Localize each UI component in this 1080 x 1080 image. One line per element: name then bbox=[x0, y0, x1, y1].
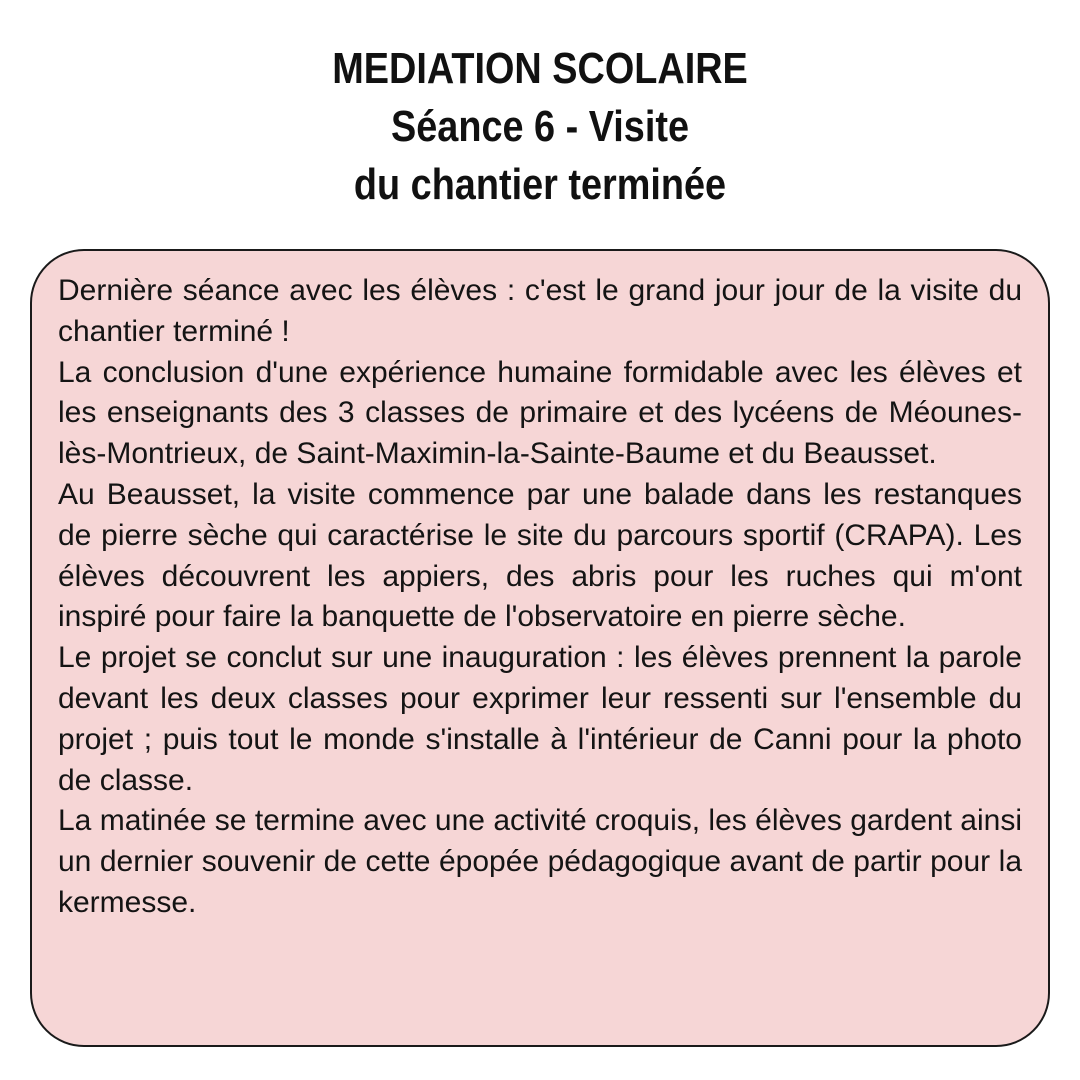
paragraph-sketch-activity: La matinée se termine avec une activité croquis, les élèves gardent ainsi un dernier souvenir de cette épopée pédagogique avant de partir pour la kermesse. bbox=[58, 804, 1022, 919]
page-title bbox=[0, 40, 1080, 214]
content-box bbox=[30, 249, 1050, 1047]
paragraph-conclusion: La conclusion d'une expérience humaine formidable avec les élèves et les enseignants des 3 classes de primaire et des lycéens de Méounes-lès-Montrieux, de Saint-Maximin-la-Sainte-Baume et du Beausset. bbox=[58, 355, 1022, 471]
title-line-2: Séance 6 - Visite bbox=[391, 102, 689, 151]
title-line-1: MEDIATION SCOLAIRE bbox=[332, 44, 748, 93]
paragraph-intro: Dernière séance avec les élèves : c'est le grand jour jour de la visite du chantier terminé ! bbox=[58, 274, 1022, 348]
title-line-3: du chantier terminée bbox=[353, 160, 727, 209]
paragraph-visit: Au Beausset, la visite commence par une balade dans les restanques de pierre sèche qui caractérise le site du parcours sportif (CRAPA). Les élèves découvrent les appiers, des abris pour les ruches qui m'ont inspiré pour faire la banquette de l'observatoire en pierre sèche. bbox=[58, 477, 1022, 634]
paragraph-inauguration: Le projet se conclut sur une inauguration : les élèves prennent la parole devant les deux classes pour exprimer leur ressenti sur l'ensemble du projet ; puis tout le monde s'installe à l'intérieur de Canni pour la photo de classe. bbox=[58, 641, 1022, 797]
